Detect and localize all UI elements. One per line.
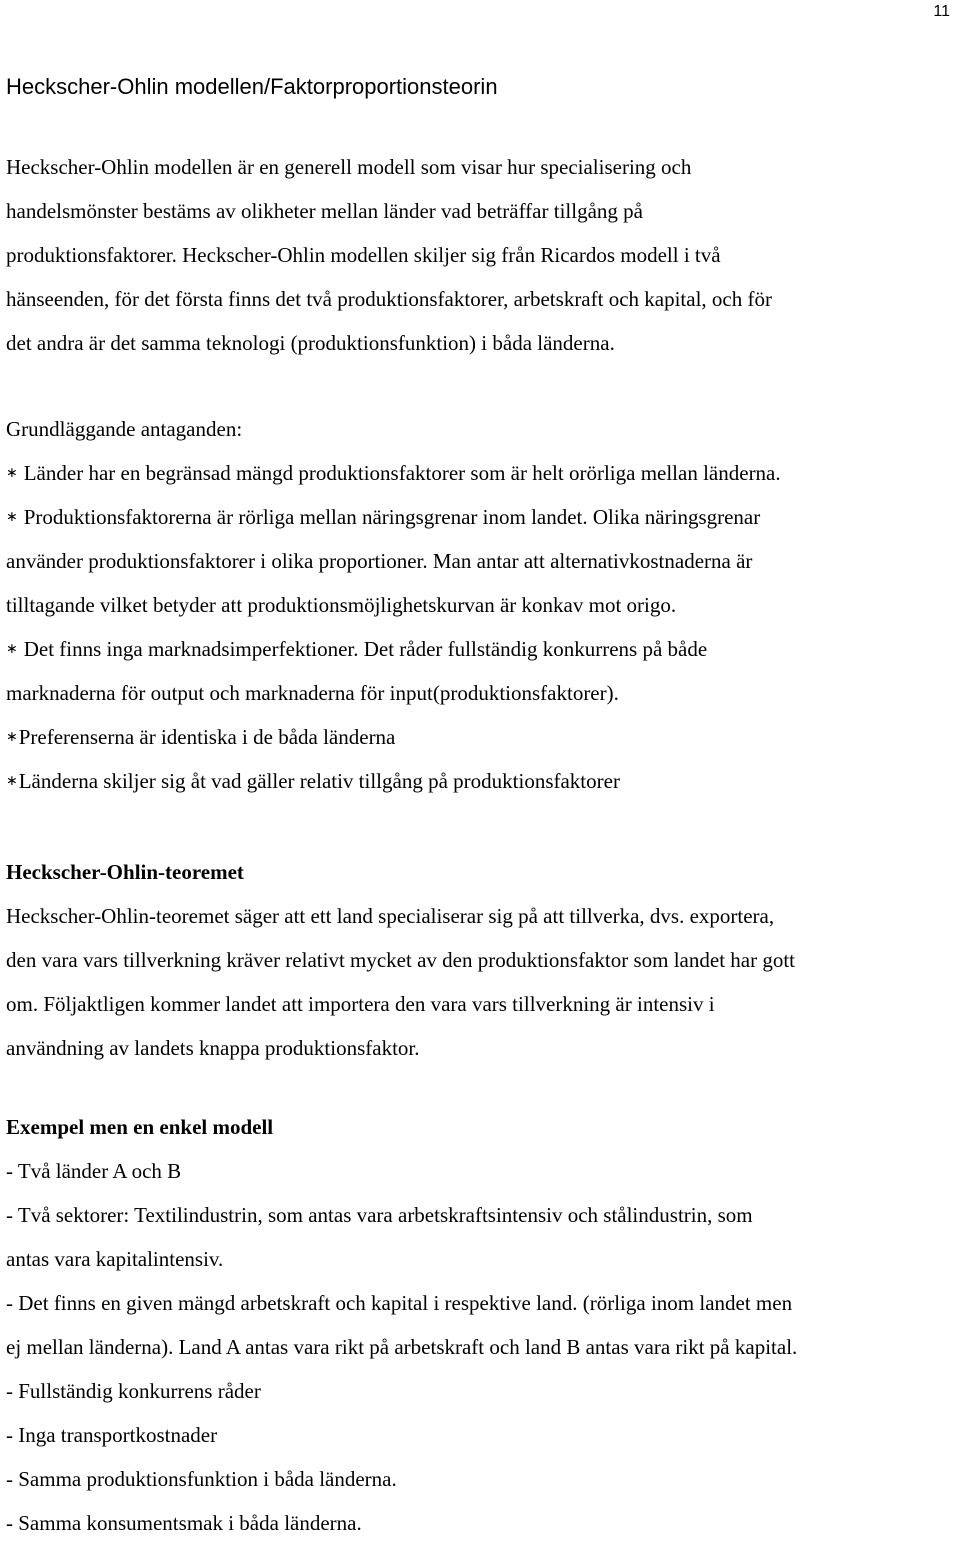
example-line: ej mellan länderna). Land A antas vara rikt på arbetskraft och land B antas vara rikt på kapital. <box>6 1335 798 1359</box>
example-heading: Exempel men en enkel modell <box>6 1115 274 1139</box>
intro-line: hänseenden, för det första finns det två produktionsfaktorer, arbetskraft och kapital, och för <box>6 287 772 311</box>
bullet-asterisk-icon: ∗ <box>6 729 18 745</box>
theorem-line: den vara vars tillverkning kräver relativt mycket av den produktionsfaktor som landet har gott <box>6 948 796 972</box>
example-line: - Inga transportkostnader <box>6 1423 218 1447</box>
theorem-line: Heckscher-Ohlin-teoremet säger att ett land specialiserar sig på att tillverka, dvs. exportera, <box>6 904 775 928</box>
page-number: 11 <box>933 3 950 20</box>
example-line: - Det finns en given mängd arbetskraft och kapital i respektive land. (rörliga inom landet men <box>6 1291 793 1315</box>
assumption-text: Produktionsfaktorerna är rörliga mellan näringsgrenar inom landet. Olika näringsgrenar <box>23 505 761 529</box>
assumption-text: Det finns inga marknadsimperfektioner. Det råder fullständig konkurrens på både <box>23 637 708 661</box>
assumption-item <box>6 715 958 759</box>
example-line: - Samma konsumentsmak i båda länderna. <box>6 1511 362 1535</box>
intro-line: det andra är det samma teknologi (produktionsfunktion) i båda länderna. <box>6 331 615 355</box>
example-line: - Fullständig konkurrens råder <box>6 1379 261 1403</box>
assumption-text: Länder har en begränsad mängd produktionsfaktorer som är helt orörliga mellan länderna. <box>23 461 781 485</box>
assumptions-section <box>6 407 958 803</box>
page-title: Heckscher-Ohlin modellen/Faktorproportionsteorin <box>6 74 498 99</box>
intro-line: handelsmönster bestäms av olikheter mellan länder vad beträffar tillgång på <box>6 199 643 223</box>
bullet-asterisk-icon: ∗ <box>6 465 18 481</box>
example-line: antas vara kapitalintensiv. <box>6 1247 224 1271</box>
theorem-heading: Heckscher-Ohlin-teoremet <box>6 860 244 884</box>
example-line: - Två länder A och B <box>6 1159 182 1183</box>
assumption-item <box>6 627 958 671</box>
intro-line: produktionsfaktorer. Heckscher-Ohlin modellen skiljer sig från Ricardos modell i två <box>6 243 721 267</box>
assumption-text: Preferenserna är identiska i de båda länderna <box>18 725 396 749</box>
assumption-item <box>6 495 958 539</box>
assumption-text: Länderna skiljer sig åt vad gäller relativ tillgång på produktionsfaktorer <box>18 769 620 793</box>
example-section <box>6 1105 958 1545</box>
example-line: - Två sektorer: Textilindustrin, som antas vara arbetskraftsintensiv och stålindustrin, som <box>6 1203 753 1227</box>
intro-paragraph <box>6 145 958 365</box>
bullet-asterisk-icon: ∗ <box>6 641 18 657</box>
bullet-asterisk-icon: ∗ <box>6 509 18 525</box>
intro-line: Heckscher-Ohlin modellen är en generell modell som visar hur specialisering och <box>6 155 692 179</box>
bullet-asterisk-icon: ∗ <box>6 773 18 789</box>
assumption-item <box>6 759 958 803</box>
example-line: - Samma produktionsfunktion i båda länderna. <box>6 1467 397 1491</box>
theorem-line: om. Följaktligen kommer landet att importera den vara vars tillverkning är intensiv i <box>6 992 715 1016</box>
assumption-item <box>6 451 958 495</box>
theorem-line: användning av landets knappa produktionsfaktor. <box>6 1036 420 1060</box>
assumption-continuation: tilltagande vilket betyder att produktionsmöjlighetskurvan är konkav mot origo. <box>6 593 677 617</box>
assumption-continuation: använder produktionsfaktorer i olika proportioner. Man antar att alternativkostnaderna är <box>6 549 753 573</box>
theorem-section <box>6 850 958 1070</box>
assumption-continuation: marknaderna för output och marknaderna för input(produktionsfaktorer). <box>6 681 619 705</box>
assumptions-heading: Grundläggande antaganden: <box>6 417 243 441</box>
